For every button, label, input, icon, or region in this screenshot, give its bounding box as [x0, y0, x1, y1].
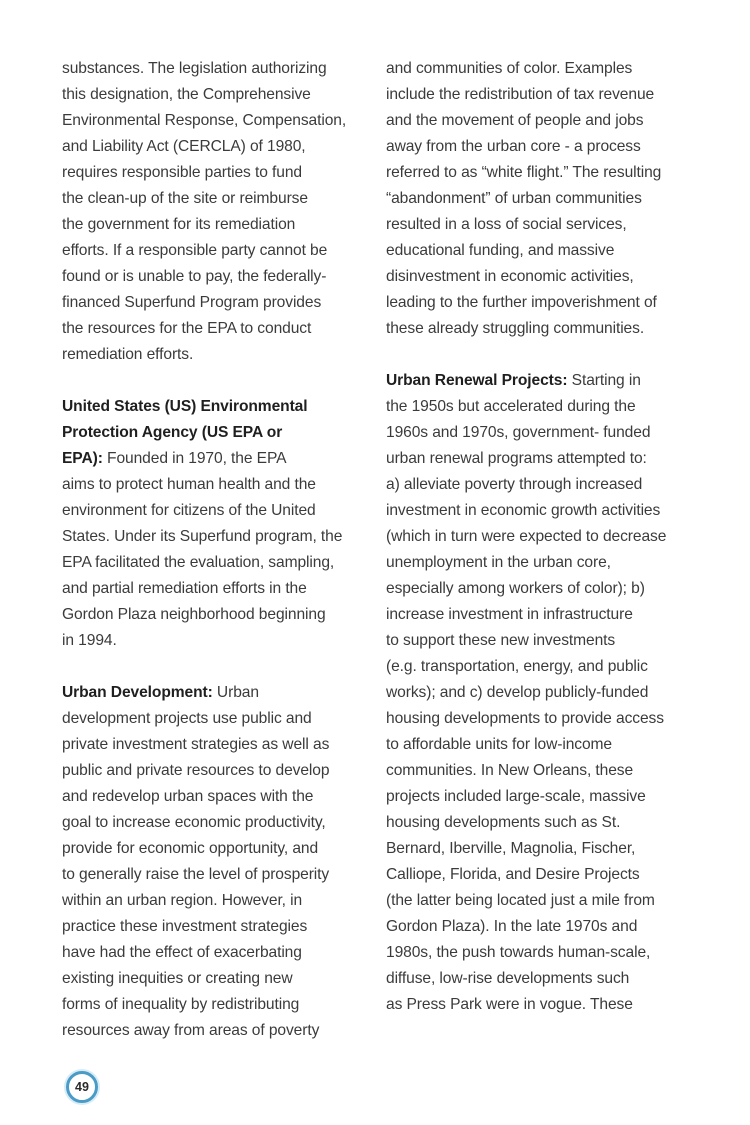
text-line: environment for citizens of the United: [62, 502, 316, 519]
text-line: remediation efforts.: [62, 346, 194, 363]
term-heading: Urban Development:: [62, 684, 213, 701]
text-line: (e.g. transportation, energy, and public: [386, 658, 648, 675]
urban-renewal-definition: [386, 368, 686, 1018]
text-line: increase investment in infrastructure: [386, 606, 633, 623]
text-line: EPA facilitated the evaluation, sampling,: [62, 554, 335, 571]
text-line: have had the effect of exacerbating: [62, 944, 302, 961]
text-line: and communities of color. Examples: [386, 60, 633, 77]
text-line: disinvestment in economic activities,: [386, 268, 634, 285]
text-line: Gordon Plaza neighborhood beginning: [62, 606, 326, 623]
definition-text: Founded in 1970, the EPA: [102, 450, 287, 467]
page-number: 49: [75, 1080, 89, 1094]
text-line: as Press Park were in vogue. These: [386, 996, 633, 1013]
text-line: investment in economic growth activities: [386, 502, 661, 519]
text-line: the 1950s but accelerated during the: [386, 398, 636, 415]
text-line: referred to as “white flight.” The resulting: [386, 164, 662, 181]
text-line: Bernard, Iberville, Magnolia, Fischer,: [386, 840, 636, 857]
text-line: efforts. If a responsible party cannot be: [62, 242, 328, 259]
text-line: found or is unable to pay, the federally-: [62, 268, 327, 285]
text-line: provide for economic opportunity, and: [62, 840, 319, 857]
left-column: [62, 56, 362, 1044]
text-line: to support these new investments: [386, 632, 616, 649]
text-line: financed Superfund Program provides: [62, 294, 322, 311]
text-line: [62, 446, 362, 472]
text-line: educational funding, and massive: [386, 242, 615, 259]
text-line: requires responsible parties to fund: [62, 164, 302, 181]
epa-definition: [62, 394, 362, 654]
text-line: 1960s and 1970s, government- funded: [386, 424, 651, 441]
text-line: urban renewal programs attempted to:: [386, 450, 647, 467]
text-line: goal to increase economic productivity,: [62, 814, 326, 831]
paragraph-gap: [62, 654, 362, 680]
text-line: within an urban region. However, in: [62, 892, 303, 909]
text-line: [386, 368, 686, 394]
text-line: private investment strategies as well as: [62, 736, 330, 753]
text-line: resources away from areas of poverty: [62, 1022, 320, 1039]
text-line: substances. The legislation authorizing: [62, 60, 327, 77]
text-line: leading to the further impoverishment of: [386, 294, 657, 311]
text-line: works); and c) develop publicly-funded: [386, 684, 649, 701]
text-line: especially among workers of color); b): [386, 580, 645, 597]
text-line: existing inequities or creating new: [62, 970, 293, 987]
text-line: housing developments such as St.: [386, 814, 621, 831]
text-line: diffuse, low-rise developments such: [386, 970, 630, 987]
text-line: Gordon Plaza). In the late 1970s and: [386, 918, 638, 935]
text-line: “abandonment” of urban communities: [386, 190, 642, 207]
text-line: Environmental Response, Compensation,: [62, 112, 347, 129]
text-line: to affordable units for low-income: [386, 736, 613, 753]
right-column: [386, 56, 686, 1018]
term-heading: Protection Agency (US EPA or: [62, 424, 283, 441]
definition-text: Urban: [212, 684, 259, 701]
text-line: [62, 680, 362, 706]
urban-development-definition: [62, 680, 362, 1044]
text-line: to generally raise the level of prosperity: [62, 866, 330, 883]
text-line: the clean-up of the site or reimburse: [62, 190, 308, 207]
text-line: aims to protect human health and the: [62, 476, 316, 493]
text-line: include the redistribution of tax revenue: [386, 86, 655, 103]
text-line: States. Under its Superfund program, the: [62, 528, 343, 545]
text-line: development projects use public and: [62, 710, 312, 727]
text-line: Calliope, Florida, and Desire Projects: [386, 866, 640, 883]
text-line: unemployment in the urban core,: [386, 554, 611, 571]
term-heading: United States (US) Environmental: [62, 398, 308, 415]
superfund-paragraph-continued: [62, 56, 362, 368]
urban-development-continued: [386, 56, 686, 342]
page-number-badge: [66, 1071, 98, 1103]
text-line: and the movement of people and jobs: [386, 112, 644, 129]
paragraph-gap: [386, 342, 686, 368]
text-line: these already struggling communities.: [386, 320, 645, 337]
text-line: 1980s, the push towards human-scale,: [386, 944, 651, 961]
text-line: away from the urban core - a process: [386, 138, 641, 155]
text-line: practice these investment strategies: [62, 918, 308, 935]
text-line: this designation, the Comprehensive: [62, 86, 311, 103]
text-line: forms of inequality by redistributing: [62, 996, 300, 1013]
text-line: public and private resources to develop: [62, 762, 330, 779]
text-line: (which in turn were expected to decrease: [386, 528, 667, 545]
text-line: projects included large-scale, massive: [386, 788, 646, 805]
text-line: communities. In New Orleans, these: [386, 762, 634, 779]
term-heading: EPA):: [62, 450, 103, 467]
text-line: housing developments to provide access: [386, 710, 664, 727]
text-line: (the latter being located just a mile from: [386, 892, 655, 909]
paragraph-gap: [62, 368, 362, 394]
text-line: the government for its remediation: [62, 216, 296, 233]
text-line: in 1994.: [62, 632, 117, 649]
text-line: the resources for the EPA to conduct: [62, 320, 312, 337]
definition-text: Starting in: [567, 372, 641, 389]
text-line: and partial remediation efforts in the: [62, 580, 307, 597]
term-heading: Urban Renewal Projects:: [386, 372, 568, 389]
text-line: a) alleviate poverty through increased: [386, 476, 643, 493]
text-line: and redevelop urban spaces with the: [62, 788, 314, 805]
text-line: and Liability Act (CERCLA) of 1980,: [62, 138, 306, 155]
text-line: resulted in a loss of social services,: [386, 216, 627, 233]
